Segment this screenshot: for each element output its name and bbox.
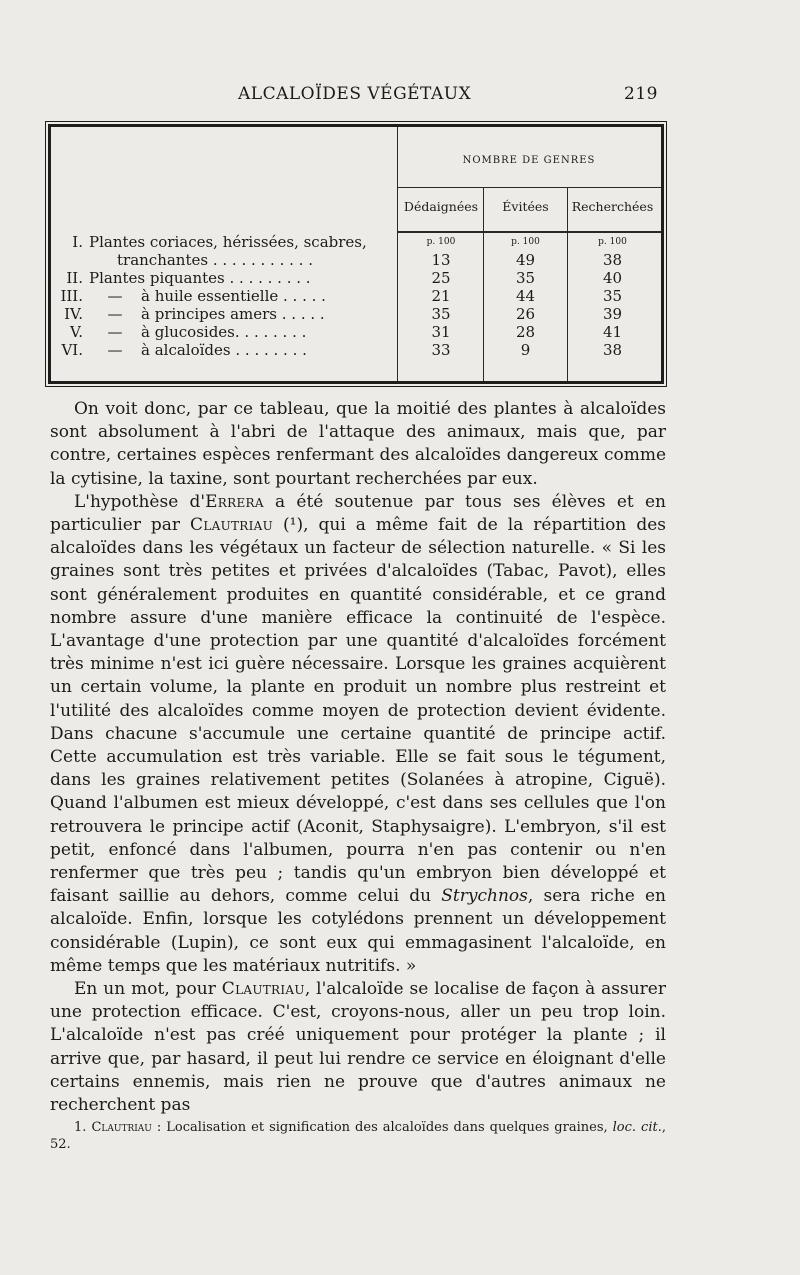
table-cell: 33 [431, 341, 451, 359]
table-cell: 38 [602, 341, 623, 359]
footnote: 1. Clautriau : Localisation et signification des alcaloïdes dans quelques graines, loc. cit., 52. [50, 1120, 666, 1152]
table-row-label: II. Plantes piquantes . . . . . . . . . [66, 269, 311, 287]
unit-label: p. 100 [598, 237, 627, 247]
unit-label: p. 100 [426, 237, 456, 247]
table-cell: 26 [515, 305, 536, 323]
page-number: 219 [624, 84, 658, 104]
paragraph: En un mot, pour Clautriau, l'alcaloïde se localise de façon à assurer une protection efficace. C'est, croyons-nous, aller un peu trop loin. L'alcaloïde n'est pas créé uniquement pour protéger la plante ; il arrive que, par hasard, il peut lui rendre ce service en éloignant d'elle certains ennemis, mais rien ne prouve que d'autres animaux ne recherchent pas [50, 979, 666, 1116]
table-cell: 44 [515, 287, 536, 305]
body-text [50, 398, 666, 1117]
author-name: Errera [205, 491, 264, 512]
table-cell: 49 [515, 251, 536, 269]
table-divider [397, 187, 661, 188]
table-cell: 13 [431, 251, 451, 269]
chapter-title: ALCALOÏDES VÉGÉTAUX [238, 84, 472, 104]
table-row-label: tranchantes . . . . . . . . . . . [117, 251, 313, 269]
table-row-label: V. — à glucosides. . . . . . . . [70, 323, 307, 341]
table-cell: 35 [431, 305, 451, 323]
footnote-ref: (¹) [273, 515, 304, 536]
table-cell: 31 [431, 323, 451, 341]
table-row-label: IV. — à principes amers . . . . . [64, 305, 325, 323]
running-header [238, 84, 658, 108]
table-cell: 35 [515, 269, 536, 287]
table-divider [397, 127, 398, 381]
genus-table [48, 124, 664, 384]
column-header-dedaignees: Dédaignées [403, 199, 479, 214]
table-row-label: VI. — à alcaloïdes . . . . . . . . [61, 341, 307, 359]
table-row-label: III. — à huile essentielle . . . . . [60, 287, 326, 305]
table-cell: 39 [602, 305, 623, 323]
paragraph: L'hypothèse d'Errera a été soutenue par tous ses élèves et en particulier par Clautriau (¹), qui a même fait de la répartition des alcaloïdes dans les végétaux un facteur de sélection naturelle. « Si les graines sont très petites et privées d'alcaloïdes (Tabac, Pavot), elles sont généralement produites en quantité considérable, et ce grand nombre assure d'une manière efficace la continuité de l'espèce. L'avantage d'une protection par une quantité d'alcaloïdes forcément très minime n'est ici guère nécessaire. Lorsque les graines acquièrent un certain volume, la plante en produit un nombre plus restreint et l'utilité des alcaloïdes comme moyen de protection devient évidente. Dans chacune s'accumule une certaine quantité de principe actif. Cette accumulation est très variable. Elle se fait sous le tégument, dans les graines relativement petites (Solanées à atropine, Ciguë). Quand l'albumen est mieux développé, c'est dans ses cellules que l'on retrouvera le principe actif (Aconit, Staphysaigre). L'embryon, s'il est petit, enfoncé dans l'albumen, pourra n'en pas contenir ou n'en renfermer que très peu ; tandis qu'un embryon bien développé et faisant saillie au dehors, comme celui du Strychnos, sera riche en alcaloïde. Enfin, lorsque les cotylédons prennent un développement considérable (Lupin), ce sont eux qui emmagasinent l'alcaloïde, en même temps que les matériaux nutritifs. » [50, 491, 667, 976]
author-name: Clautriau [221, 979, 305, 1000]
table-cell: 25 [431, 269, 451, 287]
unit-label: p. 100 [511, 237, 540, 247]
table-cell: 41 [602, 323, 623, 341]
table-cell: 21 [431, 287, 451, 305]
column-header-evitees: Évitées [502, 199, 549, 214]
table-cell: 35 [602, 287, 623, 305]
column-header-recherchees: Recherchées [571, 199, 654, 214]
table-row-label: I. Plantes coriaces, hérissées, scabres, [72, 233, 367, 251]
table-cell: 40 [602, 269, 623, 287]
table-divider [397, 231, 661, 233]
paragraph: On voit donc, par ce tableau, que la moitié des plantes à alcaloïdes sont absolument à l'abri de l'attaque des animaux, mais que, par contre, certaines espèces renfermant des alcaloïdes dangereux comme la cytisine, la taxine, sont pourtant recherchées par eux. [50, 399, 666, 489]
table-cell: 38 [602, 251, 623, 269]
genus-name: Strychnos [441, 886, 528, 907]
table-cell: 28 [515, 323, 536, 341]
table-cell: 9 [520, 341, 531, 359]
group-header: NOMBRE DE GENRES [462, 155, 596, 166]
author-name: Clautriau [190, 515, 274, 536]
